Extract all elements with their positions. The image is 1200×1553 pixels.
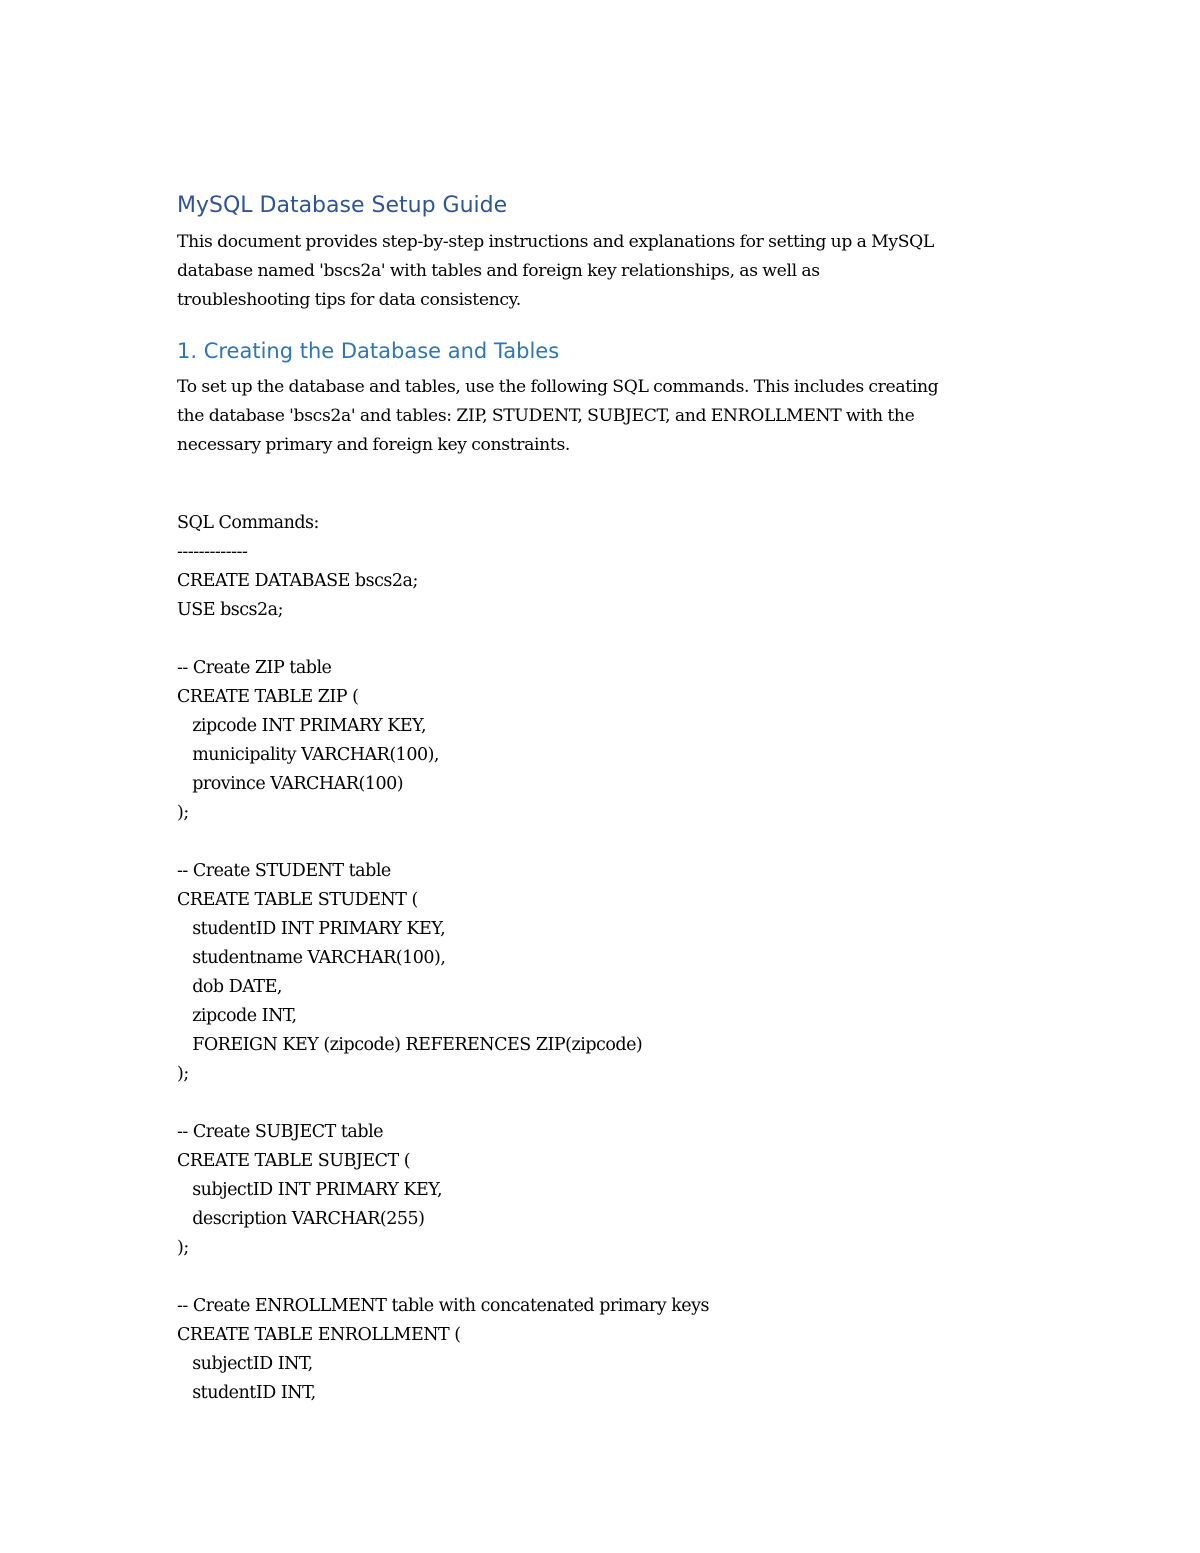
code-line: province VARCHAR(100) — [177, 774, 404, 794]
code-line: CREATE TABLE ENROLLMENT ( — [177, 1325, 461, 1345]
code-line: description VARCHAR(255) — [177, 1209, 425, 1229]
code-line: studentID INT PRIMARY KEY, — [177, 919, 446, 939]
code-line: subjectID INT PRIMARY KEY, — [177, 1180, 443, 1200]
code-line — [177, 625, 1027, 654]
code-line: ); — [177, 803, 189, 823]
code-line: -- Create ZIP table — [177, 658, 332, 678]
section-1-paragraph: To set up the database and tables, use the following SQL commands. This includes creating the database 'bscs2a' and tables: ZIP, STUDENT, SUBJECT, and ENROLLMENT with the necessary primary and foreign key constraints. — [177, 377, 939, 455]
code-spacer — [177, 460, 1027, 509]
code-line: -- Create SUBJECT table — [177, 1122, 384, 1142]
document-title: MySQL Database Setup Guide — [177, 193, 508, 218]
code-line: CREATE DATABASE bscs2a; — [177, 571, 418, 591]
code-line — [177, 1089, 1027, 1118]
code-line: subjectID INT, — [177, 1354, 313, 1374]
document-page — [177, 192, 1027, 1408]
code-line: CREATE TABLE STUDENT ( — [177, 890, 418, 910]
code-line: ------------- — [177, 542, 248, 562]
code-line: -- Create STUDENT table — [177, 861, 391, 881]
code-line: studentname VARCHAR(100), — [177, 948, 446, 968]
code-line: studentID INT, — [177, 1383, 316, 1403]
section-spacer — [177, 315, 1027, 337]
code-line — [177, 828, 1027, 857]
section-heading-1: 1. Creating the Database and Tables — [177, 339, 560, 363]
code-line: municipality VARCHAR(100), — [177, 745, 439, 765]
sql-code-block — [177, 509, 1027, 1408]
code-line: CREATE TABLE SUBJECT ( — [177, 1151, 411, 1171]
code-line: SQL Commands: — [177, 513, 319, 533]
code-line: CREATE TABLE ZIP ( — [177, 687, 359, 707]
code-line: FOREIGN KEY (zipcode) REFERENCES ZIP(zipcode) — [177, 1035, 643, 1055]
code-line: ); — [177, 1238, 189, 1258]
code-line: zipcode INT, — [177, 1006, 297, 1026]
code-line — [177, 1263, 1027, 1292]
code-line: -- Create ENROLLMENT table with concatenated primary keys — [177, 1296, 710, 1316]
code-line: USE bscs2a; — [177, 600, 284, 620]
code-line: ); — [177, 1064, 189, 1084]
code-line: zipcode INT PRIMARY KEY, — [177, 716, 427, 736]
intro-paragraph: This document provides step-by-step instructions and explanations for setting up a MySQL database named 'bscs2a' with tables and foreign key relationships, as well as troubleshooting tips for data consistency. — [177, 232, 934, 310]
code-line: dob DATE, — [177, 977, 282, 997]
